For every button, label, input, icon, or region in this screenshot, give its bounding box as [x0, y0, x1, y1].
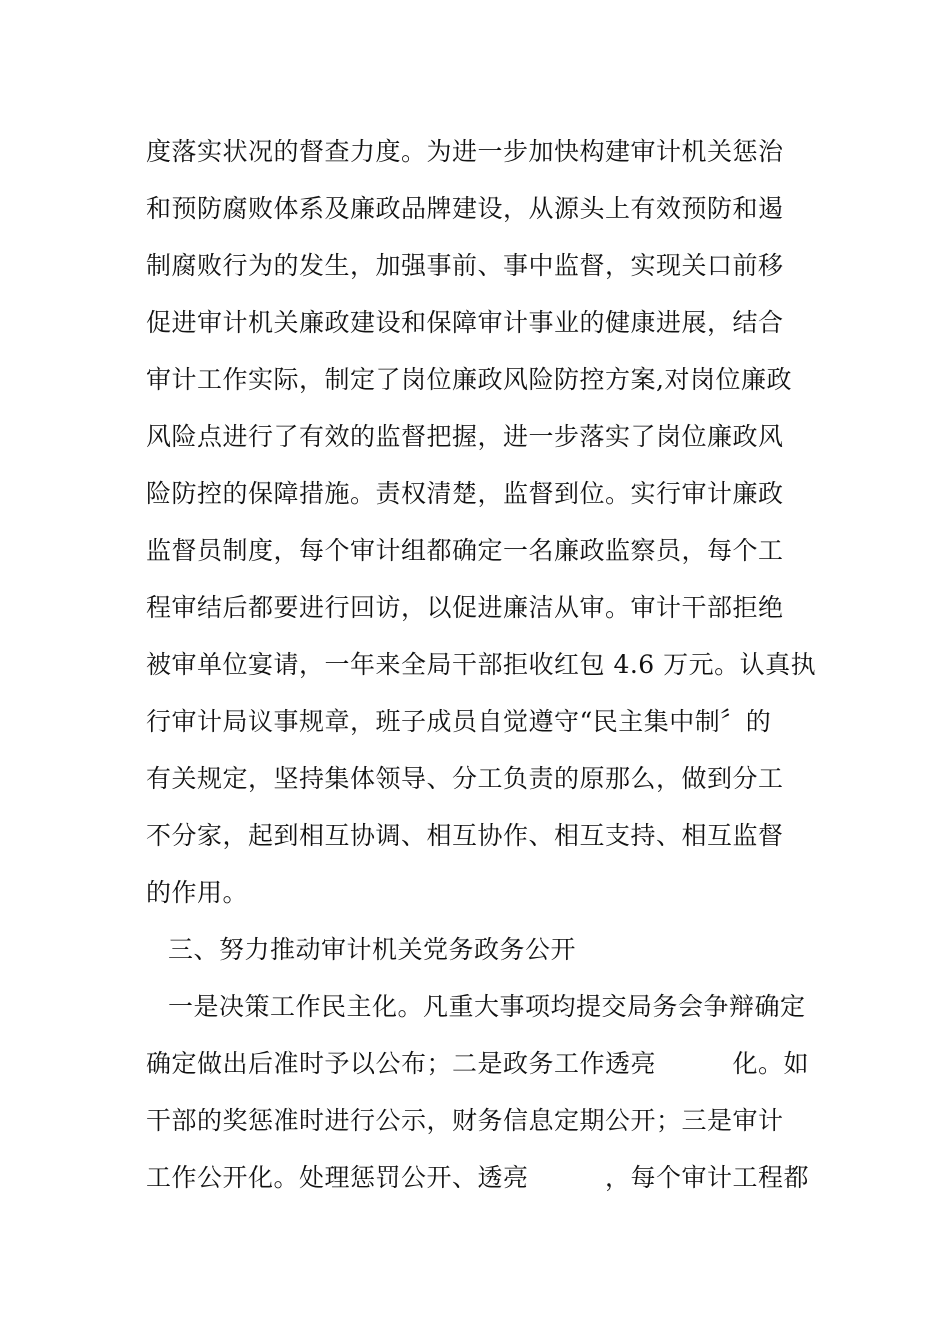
- body-line-4: 促进审计机关廉政建设和保障审计事业的健康进展，结合: [146, 308, 784, 337]
- body-line-18: 工作公开化。处理惩罚公开、透亮 ，每个审计工程都: [146, 1163, 810, 1192]
- body-line-8: 监督员制度，每个审计组都确定一名廉政监察员，每个工: [146, 536, 784, 565]
- body-line-15: 一是决策工作民主化。凡重大事项均提交局务会争辩确定: [168, 992, 806, 1021]
- body-line-11: 行审计局议事规章，班子成员自觉遵守“民主集中制〞的: [146, 707, 772, 736]
- body-line-10: 被审单位宴请，一年来全局干部拒收红包 4.6 万元。认真执: [146, 650, 817, 679]
- body-line-12: 有关规定，坚持集体领导、分工负责的原那么，做到分工: [146, 764, 784, 793]
- body-line-5: 审计工作实际，制定了岗位廉政风险防控方案,对岗位廉政: [146, 365, 792, 394]
- body-line-17: 干部的奖惩准时进行公示，财务信息定期公开；三是审计: [146, 1106, 784, 1135]
- body-line-2: 和预防腐败体系及廉政品牌建设，从源头上有效预防和遏: [146, 194, 784, 223]
- body-line-6: 风险点进行了有效的监督把握，进一步落实了岗位廉政风: [146, 422, 784, 451]
- body-line-3: 制腐败行为的发生，加强事前、事中监督，实现关口前移: [146, 251, 784, 280]
- body-line-13: 不分家，起到相互协调、相互协作、相互支持、相互监督: [146, 821, 784, 850]
- body-line-1: 度落实状况的督查力度。为进一步加快构建审计机关惩治: [146, 137, 784, 166]
- body-line-9: 程审结后都要进行回访，以促进廉洁从审。审计干部拒绝: [146, 593, 784, 622]
- body-line-14: 的作用。: [146, 878, 249, 907]
- body-line-16: 确定做出后准时予以公布；二是政务工作透亮 化。如: [146, 1049, 810, 1078]
- section-heading: 三、努力推动审计机关党务政务公开: [168, 935, 577, 964]
- body-line-7: 险防控的保障措施。责权清楚，监督到位。实行审计廉政: [146, 479, 784, 508]
